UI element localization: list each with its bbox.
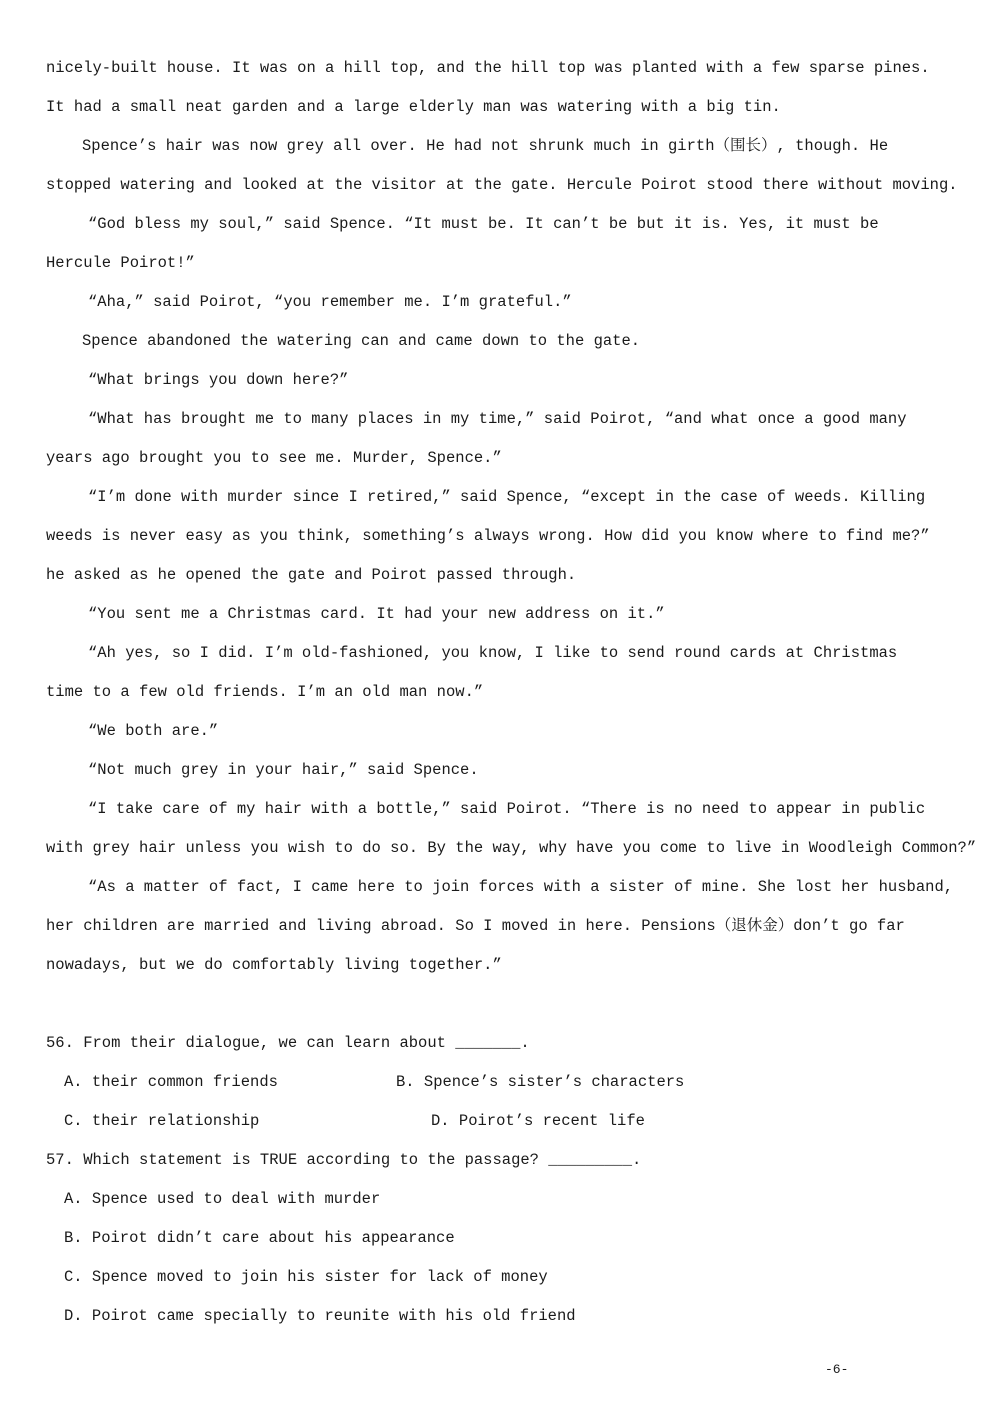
option-d: D. Poirot came specially to reunite with his old friend: [64, 1307, 576, 1325]
passage-line: her children are married and living abroad. So I moved in here. Pensions（退休金）don’t go far: [46, 917, 905, 935]
question-stem: 57. Which statement is TRUE according to the passage? _________.: [46, 1151, 642, 1169]
passage-line: nicely-built house. It was on a hill top, and the hill top was planted with a few sparse pines.: [46, 59, 930, 77]
passage-line: “I take care of my hair with a bottle,” said Poirot. “There is no need to appear in public: [88, 800, 926, 818]
passage-line: “What has brought me to many places in my time,” said Poirot, “and what once a good many: [88, 410, 907, 428]
passage-line: “We both are.”: [88, 722, 219, 740]
passage-line: “Not much grey in your hair,” said Spence.: [88, 761, 479, 779]
passage-line: “As a matter of fact, I came here to join forces with a sister of mine. She lost her husband,: [88, 878, 954, 896]
passage-line: Hercule Poirot!”: [46, 254, 195, 272]
passage-line: It had a small neat garden and a large elderly man was watering with a big tin.: [46, 98, 781, 116]
passage-line: “Ah yes, so I did. I’m old-fashioned, you know, I like to send round cards at Christmas: [88, 644, 898, 662]
passage-line: weeds is never easy as you think, something’s always wrong. How did you know where to find me?”: [46, 527, 930, 545]
page-number: -6-: [825, 1362, 849, 1377]
option-c: C. their relationship: [64, 1112, 260, 1130]
passage-line: he asked as he opened the gate and Poirot passed through.: [46, 566, 577, 584]
passage-line: Spence abandoned the watering can and came down to the gate.: [82, 332, 641, 350]
passage-line: nowadays, but we do comfortably living together.”: [46, 956, 502, 974]
passage-line: time to a few old friends. I’m an old man now.”: [46, 683, 484, 701]
option-b: B. Spence’s sister’s characters: [396, 1073, 685, 1091]
option-d: D. Poirot’s recent life: [431, 1112, 645, 1130]
option-a: A. Spence used to deal with murder: [64, 1190, 381, 1208]
passage-line: “Aha,” said Poirot, “you remember me. I’m grateful.”: [88, 293, 572, 311]
passage-line: stopped watering and looked at the visitor at the gate. Hercule Poirot stood there without moving.: [46, 176, 958, 194]
passage-line: with grey hair unless you wish to do so. By the way, why have you come to live in Woodleigh Common?”: [46, 839, 977, 857]
option-a: A. their common friends: [64, 1073, 278, 1091]
passage-line: Spence’s hair was now grey all over. He had not shrunk much in girth（围长）, though. He: [82, 137, 889, 155]
question-stem: 56. From their dialogue, we can learn about _______.: [46, 1034, 530, 1052]
passage-line: “You sent me a Christmas card. It had your new address on it.”: [88, 605, 665, 623]
passage-line: “I’m done with murder since I retired,” said Spence, “except in the case of weeds. Killing: [88, 488, 926, 506]
passage-line: years ago brought you to see me. Murder, Spence.”: [46, 449, 502, 467]
option-c: C. Spence moved to join his sister for lack of money: [64, 1268, 548, 1286]
passage-line: “God bless my soul,” said Spence. “It must be. It can’t be but it is. Yes, it must be: [88, 215, 879, 233]
option-b: B. Poirot didn’t care about his appearance: [64, 1229, 455, 1247]
passage-line: “What brings you down here?”: [88, 371, 349, 389]
